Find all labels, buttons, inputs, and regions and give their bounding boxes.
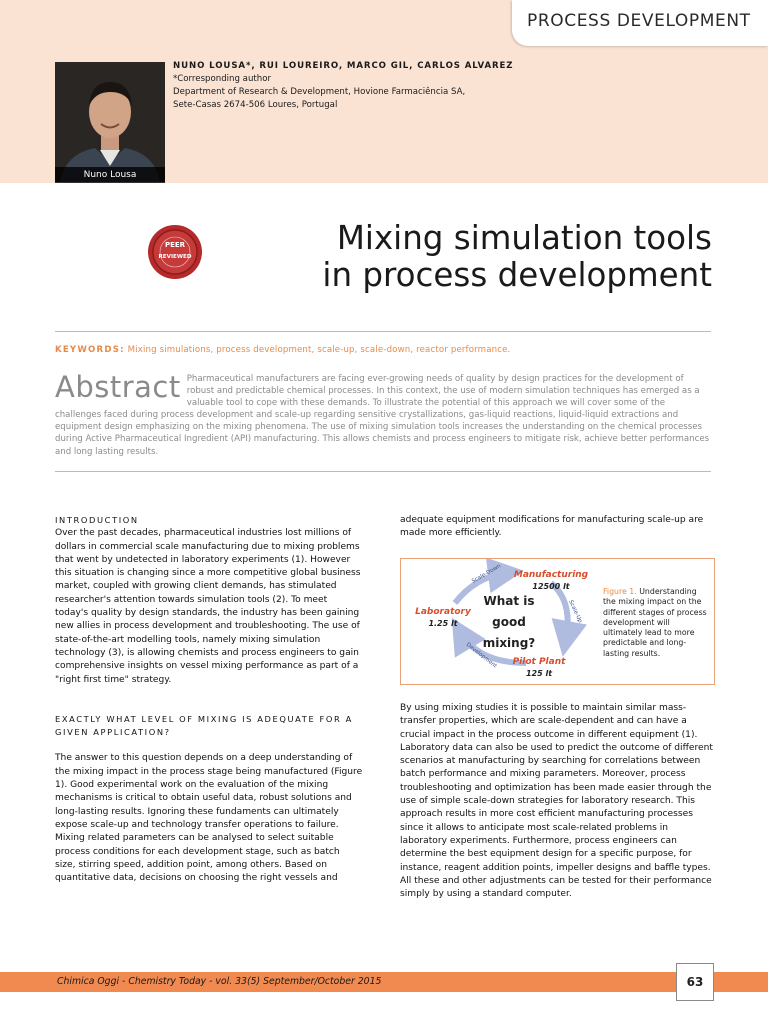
right-column-bottom [400,702,713,901]
section-label: PROCESS DEVELOPMENT [527,11,751,31]
section2-heading: EXACTLY WHAT LEVEL OF MIXING IS ADEQUATE FOR A GIVEN APPLICATION? [55,713,353,738]
journal-citation: Chimica Oggi - Chemistry Today - vol. 33(5) September/October 2015 [57,976,382,987]
divider-bottom [55,471,711,472]
figure-center-line-2: good [492,615,526,629]
corresponding-note: *Corresponding author [173,74,272,84]
affiliation-line-2: Sete-Casas 2674-506 Loures, Portugal [173,100,338,110]
affiliation-line-1: Department of Research & Development, Hovione Farmaciência SA, [173,87,466,97]
arrow-label-development: Development [464,641,498,670]
stage-laboratory: Laboratory [415,607,471,617]
section-tab [512,0,768,46]
arrow-label-scale-down: Scale-Down [471,563,503,585]
stage-manufacturing: Manufacturing [513,570,589,580]
abstract-text: Pharmaceutical manufacturers are facing ever-growing needs of quality by design practices for the development of robust and predictable chemical processes. In this context, the use of modern simulation techniques has emerged as a valuable tool to cope with these demands. To illustrate the potential of this approach we will cover some of the challenges faced during process development and scale-up regarding sensitive crystallizations, gas-liquid reactions, liquid-liquid extractions and equipment design emphasizing on the mixing phenomena. The use of mixing simulation tools increases the understanding on the chemical processes during Active Pharmaceutical Ingredient (API) manufacturing. This allows chemists and process engineers to mitigate risk, achieve better performances and long lasting results. [55,374,710,457]
stage-laboratory-volume: 1.25 lt [428,619,458,628]
title-line-1: Mixing simulation tools [336,219,712,257]
author-block [173,60,553,112]
intro-heading: INTRODUCTION [55,515,139,525]
abstract-heading: Abstract [55,370,181,404]
title-line-2: in process development [322,256,712,294]
stage-manufacturing-volume: 12500 lt [532,582,570,591]
right-bottom-paragraph: By using mixing studies it is possible to maintain similar mass-transfer properties, which are scale-dependent and can have a crucial impact in the process outcome in different equipment (1). Laboratory data can also be used to predict the outcome of different scenarios at manufacturing by searching for correlations between batch performance and mixing parameters. Moreover, process troubleshooting and optimization has been made easier through the use of simple scale-down strategies for laboratory research. This approach results in more cost efficient manufacturing processes since it allows to anticipate most scale-related problems in laboratory experiments. Furthermore, process engineers can determine the best equipment design for a specific purpose, for instance, reagent addition points, impeller designs and baffle types. All these and other adjustments can be tested for their performance simply by using a standard computer. [400,703,713,900]
abstract [55,370,711,458]
keywords-line [55,345,711,355]
right-top-paragraph: adequate equipment modifications for manufacturing scale-up are made more efficiently. [400,515,704,539]
author-photo [55,62,165,182]
intro-paragraph: Over the past decades, pharmaceutical industries lost millions of dollars in commercial scale manufacturing due to mixing problems that went by undetected in laboratory experiments (1). However this situation is changing since a more competitive global business market, coupled with growing client demands, has stimulated researcher's attention towards simulation tools (2). To meet today's quality by design standards, the industry has been gaining new allies in process development and troubleshooting. The use of state-of-the-art modelling tools, namely mixing simulation technology (3), is allowing chemists and process engineers to gain comprehensive insights on vessel mixing performance as part of a "right first time" strategy. [55,528,361,685]
stage-pilot-plant: Pilot Plant [512,657,566,667]
right-column-top [400,514,713,541]
left-column [55,514,363,885]
article-title [220,220,712,294]
peer-reviewed-seal-icon [145,222,205,282]
photo-caption: Nuno Lousa [55,167,165,183]
svg-text:PEER: PEER [164,241,186,249]
divider-top [55,331,711,332]
page-number: 63 [676,963,714,1001]
figure-1-caption [603,587,708,659]
arrow-label-scale-up: Scale-Up [567,599,583,624]
section2-paragraph: The answer to this question depends on a deep understanding of the mixing impact in the process stage being manufactured (Figure 1). Good experimental work on the evaluation of the mixing mechanisms is critical to obtain useful data, robust solutions and long-lasting results. Ignoring these fundaments can ultimately expose scale-up and technology transfer operations to failure. Mixing related parameters can be analysed to select suitable process conditions for each development stage, such as batch size, stirring speed, addition point, among others. Based on quantitative data, decisions on choosing the right vessels and [55,753,363,884]
figure-caption-text: Understanding the mixing impact on the different stages of process development will ultimately lead to more predictable and long-lasting results. [603,587,707,658]
svg-text:REVIEWED: REVIEWED [158,254,192,260]
figure-caption-label: Figure 1. [603,587,637,596]
figure-center-line-1: What is [483,594,535,608]
keywords-text: Mixing simulations, process development, scale-up, scale-down, reactor performance. [127,345,511,355]
stage-pilot-plant-volume: 125 lt [525,669,553,678]
author-names: NUNO LOUSA*, RUI LOUREIRO, MARCO GIL, CARLOS ALVAREZ [173,61,514,71]
keywords-label: KEYWORDS: [55,345,125,355]
figure-center-line-3: mixing? [482,636,536,650]
